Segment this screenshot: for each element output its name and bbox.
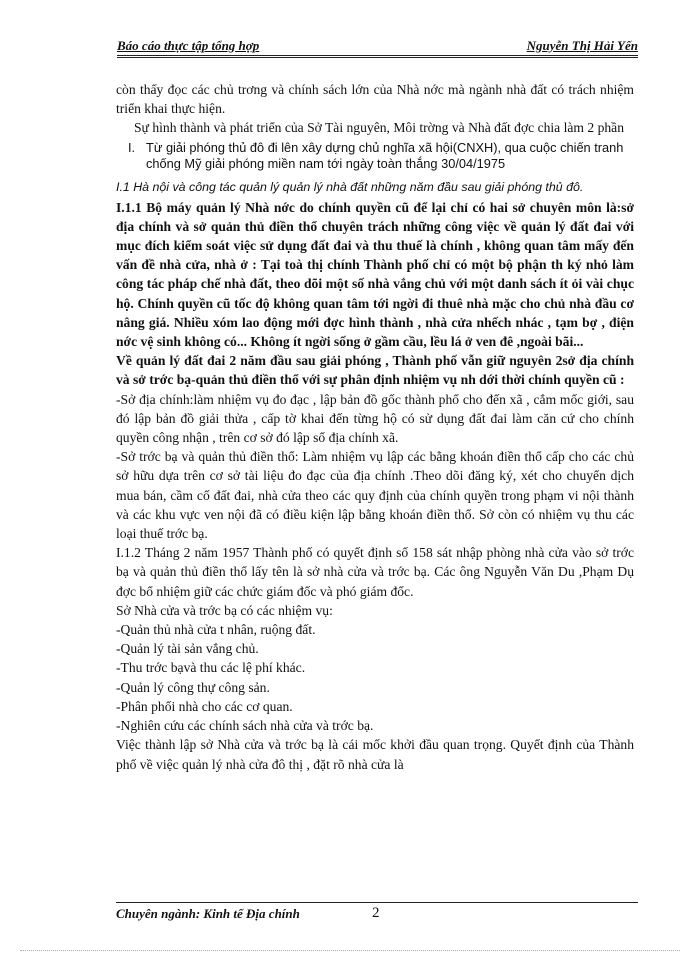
list-item: -Phân phối nhà cho các cơ quan. [116,698,293,714]
paragraph-intro: còn thấy đọc các chủ trơng và chính sách lớn của Nhà nớc mà ngành nhà đất có trách nhiệm triển khai thực hiện. [116,82,634,117]
paragraph-registration-dept: -Sở trớc bạ và quản thủ điền thổ: Làm nhiệm vụ lập các bằng khoán điền thổ cấp cho các chủ sở hữu dựa trên cơ sở tài liệu đo đạc của địa chính .Theo dõi đăng ký, xét cho chuyển dịch mua bán, cầm cố đất đai, nhà cửa theo các quy định của chính quyền trong phạm vi nội thành và các khu vực ven nội đã có điều kiện lập bằng khoán điền thổ. Sở còn có nhiệm vụ thu các loại thuế trớc bạ. [116,449,634,542]
roman-number: I. [128,139,136,155]
paragraph-i11: I.1.1 Bộ máy quản lý Nhà nớc do chính quyền cũ để lại chỉ có hai sở chuyên môn là:sở địa chính và sở quản thủ điền thổ chuyên trách những công việc về quản lý đất đai với mục đích kiểm soát việc sử dụng đất đai và thu thuế là chính , không quan tâm mấy đến vấn đề nhà cửa, nhà ở : Tại toà thị chính Thành phố chỉ có một bộ phận th ký nhỏ làm công tác pháp chế nhà đất, theo dõi một số nhà vắng chủ với một danh sách ít ỏi vài chục hộ. Chính quyền cũ tốc độ không quan tâm tới ngời đi thuê nhà mặc cho chủ nhà đầu cơ nâng giá. Nhiều xóm lao động mới đợc hình thành , nhà cửa nhếch nhác , tạm bợ , điện nớc vệ sinh không có... Không ít ngời sống ở gầm cầu, lều lá ở ven đê ,ngoài bãi... [116,199,634,350]
page-break-line [20,950,680,951]
roman-text: Từ giải phóng thủ đô đi lên xây dựng chủ nghĩa xã hội(CNXH), qua cuộc chiến tranh chống Mỹ giải phóng miền nam tới ngày toàn thắng 30/04/1975 [146,139,624,172]
paragraph-closing: Việc thành lập sở Nhà cửa và trớc bạ là cái mốc khởi đầu quan trọng. Quyết định của Thành phố về việc quản lý nhà cửa đô thị , đặt rõ nhà cửa là [116,737,634,772]
roman-heading [128,140,634,173]
paragraph-phases: Sự hình thành và phát triển của Sở Tài nguyên, Môi trờng và Nhà đất đợc chia làm 2 phần [134,120,625,136]
list-item: -Quản thủ nhà cửa t nhân, ruộng đất. [116,622,316,638]
list-item: -Quản lý tài sản vắng chủ. [116,641,259,657]
paragraph-duties-intro: Sở Nhà cửa và trớc bạ có các nhiệm vụ: [116,602,333,618]
list-item: -Quản lý công thự công sản. [116,679,270,695]
paragraph-cadastral-dept: -Sở địa chính:làm nhiệm vụ đo đạc , lập bản đồ gốc thành phố cho đến xã , cắm mốc giới, sau đó lập bản đồ giải thửa , cấp tờ khai đến từng hộ có sử dụng đất đai làm căn cứ cho chính quyền công nhận , trên cơ sở đó lập sổ địa chính xã. [116,391,634,446]
header-left-title: Báo cáo thực tập tổng hợp [117,38,260,53]
paragraph-i12: I.1.2 Tháng 2 năm 1957 Thành phố có quyết định số 158 sát nhập phòng nhà cửa vào sở trớc bạ và quản thủ điền thổ lấy tên là sở nhà cửa và trớc bạ. Các ông Nguyễn Văn Du ,Phạm Dụ đợc bổ nhiệm giữ các chức giám đốc và phó giám đốc. [116,545,634,599]
footer-rule [116,902,638,903]
document-body [116,80,634,774]
list-item: -Nghiên cứu các chính sách nhà cửa và trớc bạ. [116,718,374,734]
page-number: 2 [372,905,380,921]
paragraph-land-management: Về quản lý đất đai 2 năm đầu sau giải phóng , Thành phố vẫn giữ nguyên 2sở địa chính và sở trớc bạ-quản thủ điền thổ với sự phân định nhiệm vụ nh dới thời chính quyền cũ : [116,353,634,388]
header-author: Nguyễn Thị Hải Yến [526,38,638,53]
list-item: -Thu trớc bạvà thu các lệ phí khác. [116,660,306,676]
header-rule [117,55,638,58]
subheading-i1: I.1 Hà nội và công tác quản lý quản lý nhà đất những năm đầu sau giải phóng thủ đô. [116,179,584,194]
footer-major: Chuyên ngành: Kinh tế Địa chính [116,906,300,921]
